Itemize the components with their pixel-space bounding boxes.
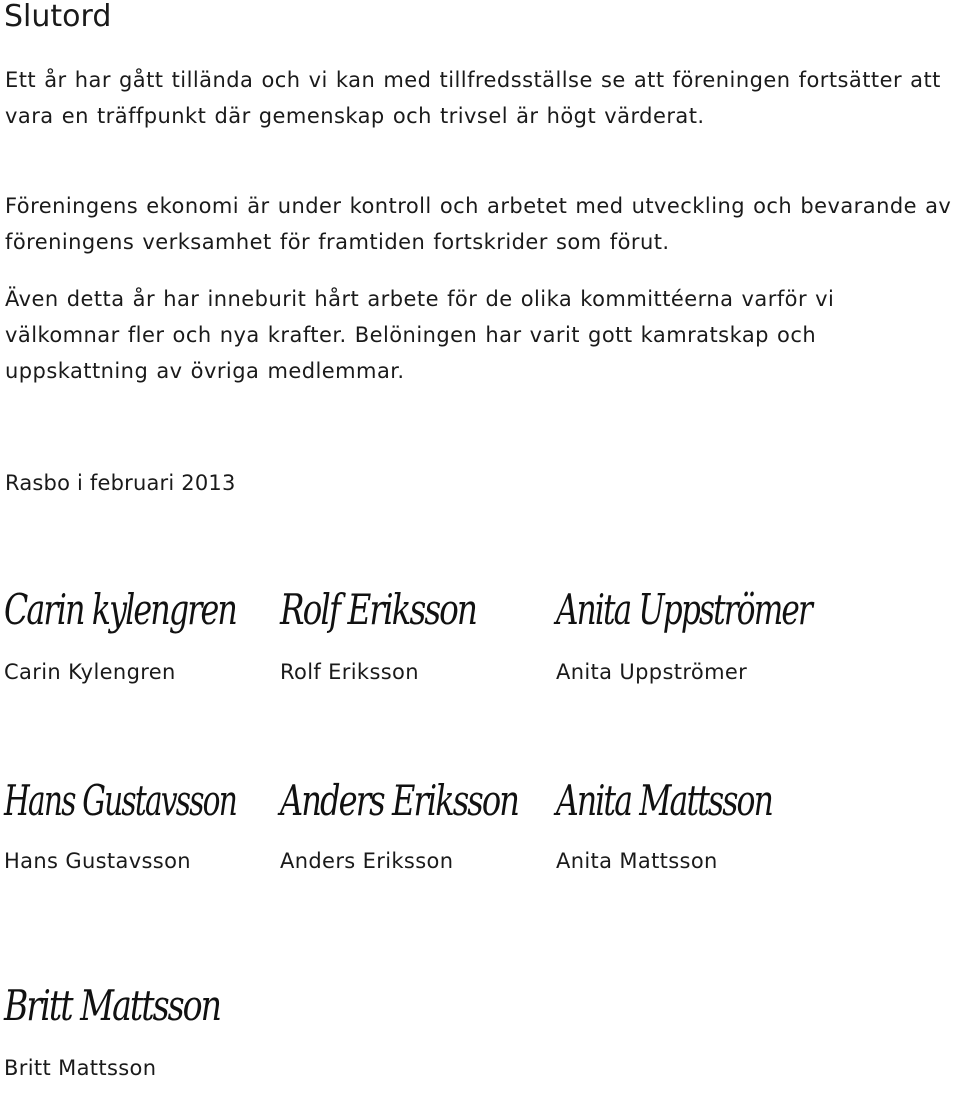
handwritten-signature [4, 584, 274, 646]
signatory-block [553, 773, 826, 893]
signature-text: Anders Eriksson [276, 776, 519, 825]
signatory-block [553, 584, 826, 704]
signatory-name: Rolf Eriksson [280, 660, 419, 684]
handwritten-signature [4, 980, 274, 1042]
signatory-name: Carin Kylengren [4, 660, 176, 684]
handwritten-signature [553, 773, 826, 835]
place-and-date: Rasbo i februari 2013 [5, 471, 236, 495]
signature-text: Rolf Eriksson [279, 585, 477, 634]
signature-text: Hans Gustavsson [3, 776, 237, 825]
signatory-name: Anders Eriksson [280, 849, 454, 873]
signature-text: Britt Mattsson [3, 981, 221, 1030]
page-title: Slutord [4, 0, 112, 34]
handwritten-signature [553, 584, 826, 646]
signature-text: Anita Uppströmer [553, 585, 816, 634]
signatory-name: Hans Gustavsson [4, 849, 191, 873]
handwritten-signature [4, 773, 274, 835]
signatory-name: Anita Uppströmer [556, 660, 748, 684]
signatory-block [280, 584, 550, 704]
handwritten-signature [276, 773, 550, 835]
paragraph-intro: Ett år har gått tillända och vi kan med tillfredsställse se att föreningen fortsätter att vara en träffpunkt där gemenskap och trivsel är högt värderat. [5, 68, 941, 128]
signatory-name: Anita Mattsson [556, 849, 718, 873]
signatory-name: Britt Mattsson [4, 1056, 157, 1080]
signature-text: Anita Mattsson [553, 776, 773, 825]
signatory-block [4, 980, 274, 1100]
signatory-block [4, 773, 274, 893]
handwritten-signature [280, 584, 550, 646]
signature-text: Carin kylengren [4, 585, 237, 634]
paragraph-committees: Även detta år har inneburit hårt arbete för de olika kommittéerna varför vi välkomnar fler och nya krafter. Belöningen har varit gott kamratskap och uppskattning av övriga medlemmar. [5, 287, 835, 383]
paragraph-economy: Föreningens ekonomi är under kontroll och arbetet med utveckling och bevarande av föreningens verksamhet för framtiden fortskrider som förut. [5, 194, 952, 254]
signatory-block [276, 773, 550, 893]
signatory-block [4, 584, 274, 704]
